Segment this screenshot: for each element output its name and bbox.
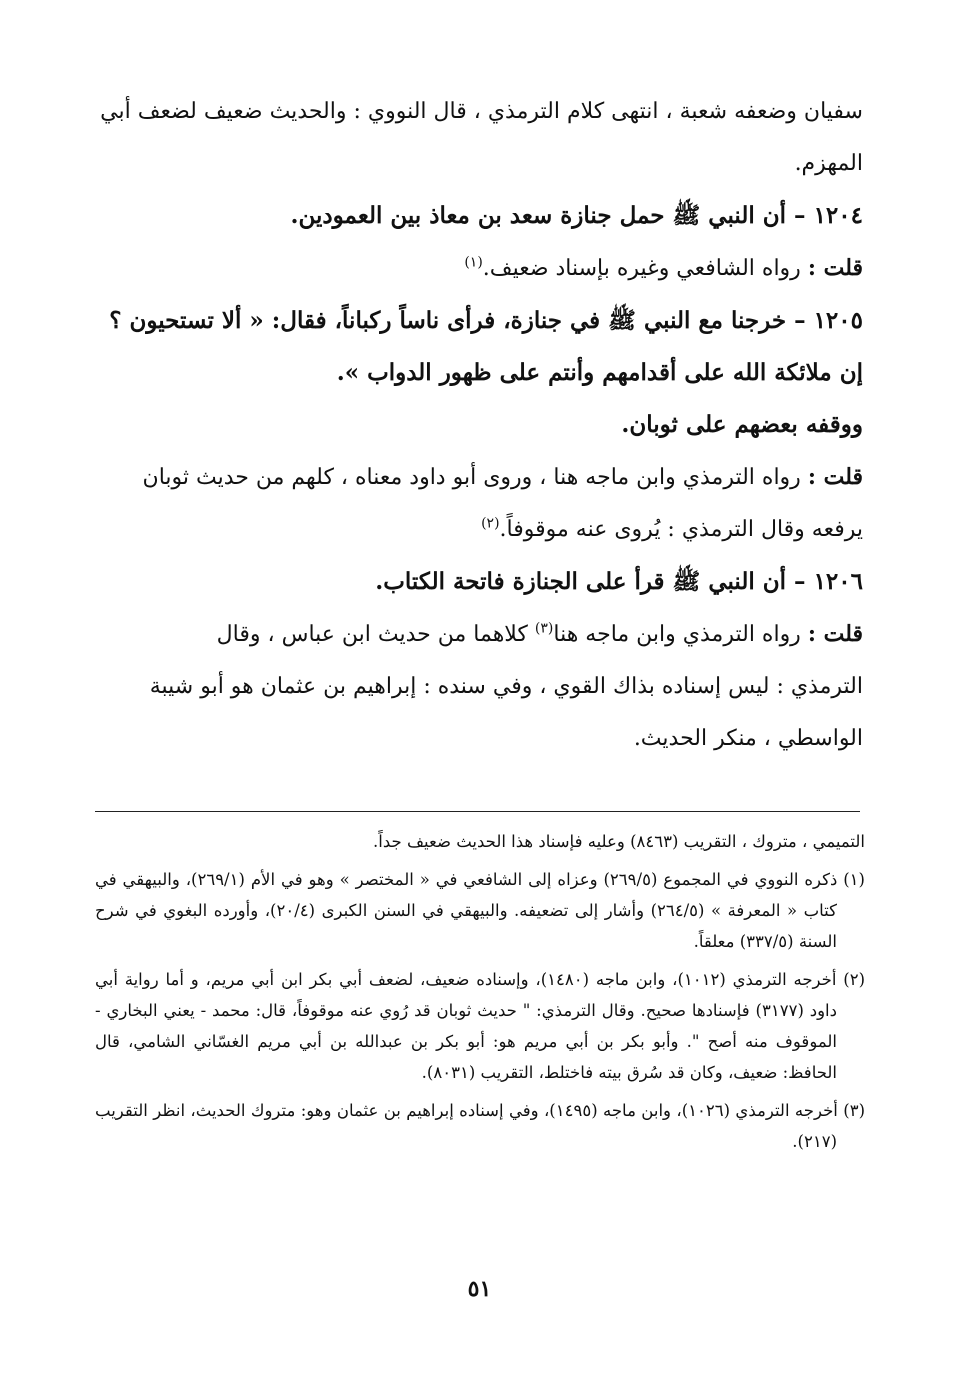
footnote-1: (١) ذكره النووي في المجموع (٢٦٩/٥) وعزاه إلى الشافعي في « المختصر » وهو في الأم (٢٦٩/١)، والبيهقي في كتاب « المعرفة » (٢٦٤/٥) وأشار إلى تضعيفه. والبيهقي في السنن الكبرى (٢٠/٤)، وأورده البغوي في شرح السنة (٣٣٧/٥) معلقاً.	[95, 870, 865, 951]
footnote-ref-1: (١)	[464, 254, 483, 271]
comment-1206-line-1: قلت : رواه الترمذي وابن ماجه هنا$^{(٣)}$ كلاهما من حديث ابن عباس ، وقال	[216, 620, 863, 647]
qult-label: قلت :	[807, 255, 863, 281]
hadith-1205-line-2: إن ملائكة الله على أقدامهم وأنتم على ظهور الدواب ».	[336, 359, 863, 386]
comment-1204: قلت : رواه الشافعي وغيره بإسناد ضعيف.$^{(١)}$	[464, 254, 863, 281]
intro-line-1: سفيان وضعفه شعبة ، انتهى كلام الترمذي ، قال النووي : والحديث ضعيف لضعف أبي	[100, 99, 863, 124]
footnote-3: (٣) أخرجه الترمذي (١٠٢٦)، وابن ماجه (١٤٩٥)، وفي إسناده إبراهيم بن عثمان وهو: متروك الحديث، انظر التقريب (٢١٧).	[95, 1101, 865, 1151]
footnotes	[95, 826, 865, 1164]
comment-1206-line-3: الواسطي ، منكر الحديث.	[633, 726, 863, 751]
main-text	[88, 86, 863, 765]
comment-1205-line-1: قلت : رواه الترمذي وابن ماجه هنا ، وروى أبو داود معناه ، كلهم من حديث ثوبان	[142, 464, 863, 490]
page-number: ٥١	[467, 1276, 492, 1302]
qult-label: قلت :	[807, 464, 863, 490]
footnote-separator	[95, 811, 860, 812]
footnote-ref-2: (٢)	[481, 515, 500, 532]
comment-1206-line-2: الترمذي : ليس إسناده بذاك القوي ، وفي سنده : إبراهيم بن عثمان هو أبو شيبة	[149, 674, 863, 699]
footnote-2: (٢) أخرجه الترمذي (١٠١٢)، وابن ماجه (١٤٨٠)، وإسناده ضعيف، لضعف أبي بكر ابن أبي مريم، و أما رواية أبي داود (٣١٧٧) فإسنادها صحيح. وقال الترمذي: " حديث ثوبان قد رُوي عنه موقوفاً، قال: محمد - يعني البخاري - الموقوف منه أصح ". وأبو بكر بن أبي مريم هو: أبو بكر بن عبدالله بن أبي مريم الغسّاني الشامي، قال الحافظ: ضعيف، وكان قد سُرق بيته فاختلط، التقريب (٨٠٣١).	[95, 970, 866, 1082]
qult-label: قلت :	[807, 621, 863, 647]
intro-line-2: المهزم.	[794, 151, 863, 176]
mawquf-note: ووقفه بعضهم على ثوبان.	[621, 411, 863, 438]
hadith-1206: ١٢٠٦ – أن النبي ﷺ قرأ على الجنازة فاتحة الكتاب.	[375, 568, 863, 595]
comment-1205-line-2: يرفعه وقال الترمذي : يُروى عنه موقوفاً.$^{(٢)}$	[481, 515, 863, 542]
footnote-ref-3: (٣)	[534, 620, 554, 637]
footnote-continuation: التميمي ، متروك ، التقريب (٨٤٦٣) وعليه فإسناد هذا الحديث ضعيف جداً.	[373, 832, 865, 851]
hadith-1204: ١٢٠٤ – أن النبي ﷺ حمل جنازة سعد بن معاذ بين العمودين.	[290, 202, 863, 229]
hadith-1205-line-1: ١٢٠٥ – خرجنا مع النبي ﷺ في جنازة، فرأى ناساً ركباناً، فقال: « ألا تستحيون ؟	[109, 307, 863, 334]
